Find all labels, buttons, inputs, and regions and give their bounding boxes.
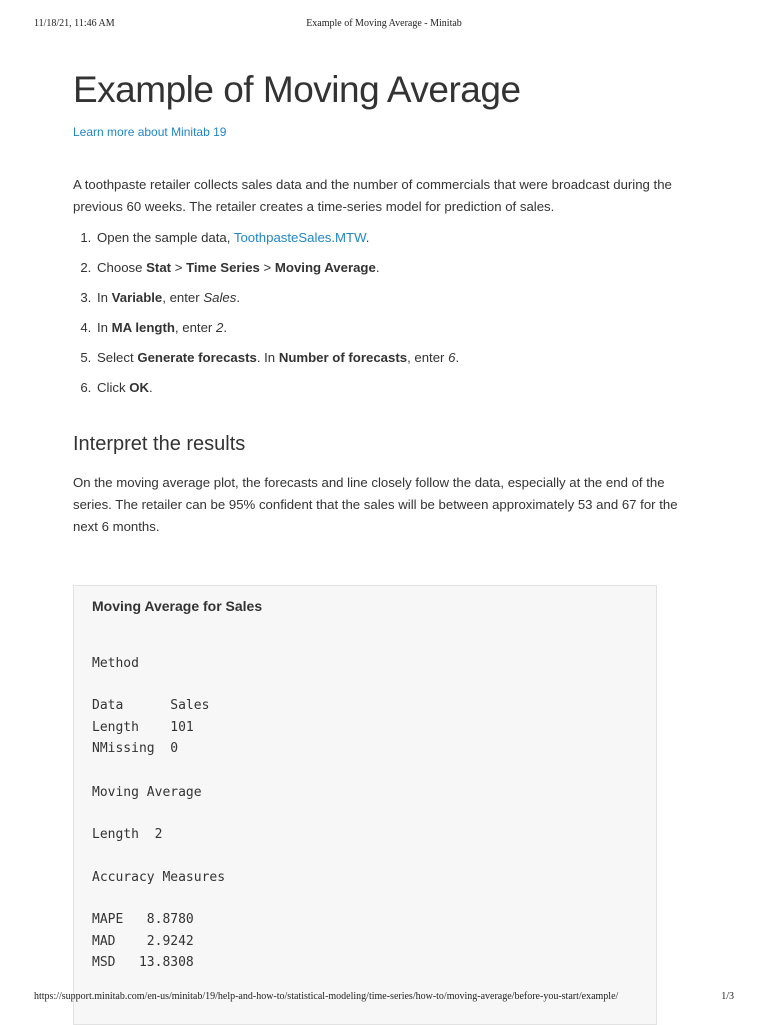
page-title: Example of Moving Average [73, 69, 521, 110]
field-number-of-forecasts: Number of forecasts [278, 350, 408, 365]
main-content [73, 66, 693, 538]
print-page-number: 1/3 [721, 991, 734, 1002]
step-1-text: Open the sample data, [97, 230, 234, 245]
step-5-suffix: . [455, 350, 460, 365]
step-4-mid: , enter [174, 320, 216, 335]
print-page-title: Example of Moving Average - Minitab [306, 18, 462, 29]
data-row: Data Sales [92, 698, 210, 713]
button-ok-ref: OK [129, 380, 150, 395]
value-sales: Sales [203, 290, 237, 305]
intro-paragraph: A toothpaste retailer collects sales data and the number of commercials that were broadcast during the previous 60 weeks. The retailer creates a time-series model for prediction of sales. [73, 177, 672, 214]
step-3-suffix: . [236, 290, 240, 305]
interpret-heading: Interpret the results [73, 433, 246, 455]
session-output-box [73, 585, 657, 1025]
value-ma-length: 2 [215, 320, 224, 335]
msd-row: MSD 13.8308 [92, 955, 194, 970]
print-header [0, 18, 768, 32]
step-6 [95, 378, 693, 398]
length-row: Length 101 [92, 720, 194, 735]
ma-length-row: Length 2 [92, 827, 163, 842]
accuracy-heading: Accuracy Measures [92, 870, 226, 885]
step-2 [95, 258, 693, 278]
step-4-text: In [97, 320, 112, 335]
option-generate-forecasts: Generate forecasts [137, 350, 257, 365]
step-2-suffix: . [375, 260, 380, 275]
nmissing-row: NMissing 0 [92, 741, 179, 756]
step-2-text: Choose [97, 260, 147, 275]
step-1 [95, 228, 693, 248]
mad-row: MAD 2.9242 [92, 934, 194, 949]
step-1-suffix: . [365, 230, 370, 245]
step-6-text: Click [97, 380, 130, 395]
step-2-sep-1: > [171, 260, 187, 275]
step-6-suffix: . [149, 380, 153, 395]
step-5-mid: . In [256, 350, 279, 365]
print-timestamp: 11/18/21, 11:46 AM [34, 18, 115, 29]
value-forecasts: 6 [448, 350, 456, 365]
step-3-text: In [97, 290, 112, 305]
field-ma-length: MA length [111, 320, 175, 335]
learn-more-link[interactable]: Learn more about Minitab 19 [73, 125, 227, 139]
step-5-mid-2: , enter [407, 350, 449, 365]
output-title: Moving Average for Sales [92, 598, 263, 614]
step-4-suffix: . [223, 320, 227, 335]
step-3-mid: , enter [162, 290, 204, 305]
steps-list [73, 228, 693, 398]
print-footer [0, 991, 768, 1005]
step-2-sep-2: > [259, 260, 275, 275]
menu-moving-average: Moving Average [274, 260, 376, 275]
step-3 [95, 288, 693, 308]
step-5 [95, 348, 693, 368]
moving-average-heading: Moving Average [92, 785, 202, 800]
menu-stat: Stat [146, 260, 172, 275]
sample-data-link[interactable]: ToothpasteSales.MTW [233, 230, 366, 245]
print-url: https://support.minitab.com/en-us/minitab/19/help-and-how-to/statistical-modeling/time-series/how-to/moving-average/before-you-start/example/ [34, 991, 619, 1002]
menu-time-series: Time Series [186, 260, 260, 275]
field-variable: Variable [111, 290, 163, 305]
mape-row: MAPE 8.8780 [92, 912, 194, 927]
step-4 [95, 318, 693, 338]
interpret-paragraph: On the moving average plot, the forecasts and line closely follow the data, especially at the end of the series. The retailer can be 95% confident that the sales will be between approximately 53 and 67 for the next 6 months. [73, 475, 678, 534]
step-5-text: Select [97, 350, 138, 365]
method-heading: Method [92, 656, 139, 671]
